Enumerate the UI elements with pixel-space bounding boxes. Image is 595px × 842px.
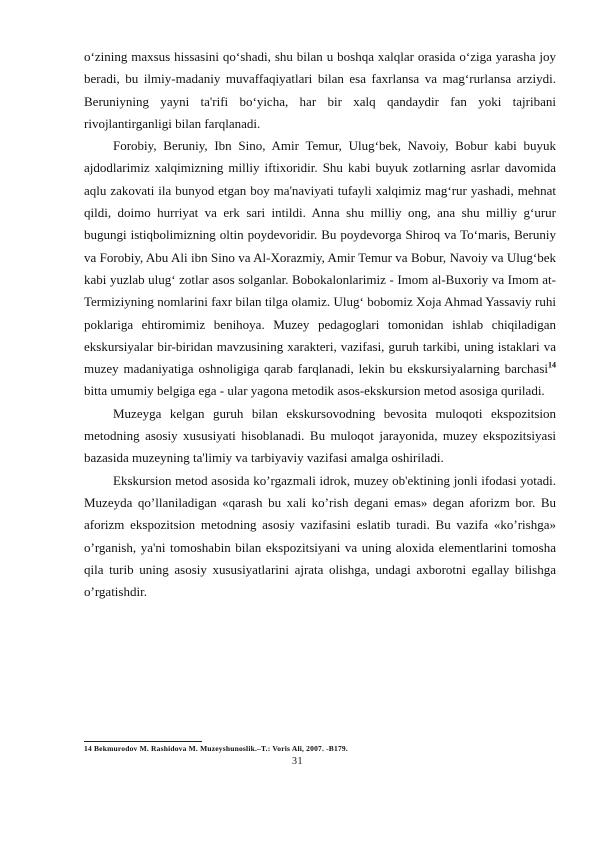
footnote-reference: 14 xyxy=(548,360,556,370)
paragraph-2-text: Forobiy, Beruniy, Ibn Sino, Amir Temur, Ulug‘bek, Navoiy, Bobur kabi buyuk ajdodlarimiz xalqimizning milliy iftixoridir. Shu kabi buyuk zotlarning asrlar davomida aqlu zakovati ila bunyod etgan boy ma'naviyati tufayli xalqimiz mag‘rur yashadi, mehnat qildi, doimo hurriyat va erk sari intildi. Anna shu milliy ong, ana shu milliy g‘urur bugungi istiqbolimizning oltin poydevoridir. Bu poydevorga Shiroq va To‘maris, Beruniy va Forobiy, Abu Ali ibn Sino va Al-Xorazmiy, Amir Temur va Bobur, Navoiy va Ulug‘bek kabi yuzlab ulug‘ zotlar asos solganlar. Bobokalonlarimiz - Imom al-Buxoriy va Imom at-Termiziyning nomlarini faxr bilan tilga olamiz. Ulug‘ bobomiz Xoja Ahmad Yassaviy ruhi poklariga ehtiromimiz benihoya. Muzey pedagoglari tomonidan ishlab chiqiladigan ekskursiyalar bir-biridan mavzusining xarakteri, vazifasi, guruh tarkibi, uning istaklari va muzey madaniyatiga oshnoligiga qarab farqlanadi, lekin bu ekskursiyalarning barchasi xyxy=(84,138,556,377)
paragraph-1: o‘zining maxsus hissasini qo‘shadi, shu bilan u boshqa xalqlar orasida o‘ziga yarasha joy beradi, bu ilmiy-madaniy muvaffaqiyatlari bilan esa faxrlansa va mag‘rurlansa arziydi. Beruniyning yayni ta'rifi bo‘yicha, har bir xalq qandaydir fan yoki tajribani rivojlantirganligi bilan farqlanadi. xyxy=(84,49,556,131)
paragraph-2-text-continued: bitta umumiy belgiga ega - ular yagona metodik asos-ekskursion metod asosiga quriladi. xyxy=(84,383,545,399)
footnote-separator xyxy=(84,741,202,742)
document-body xyxy=(84,46,556,603)
paragraph-4: Ekskursion metod asosida ko’rgazmali idrok, muzey ob'ektining jonli ifodasi yotadi. Muzeyda qo’llaniladigan «qarash bu xali ko’rish degani emas» degan aforizm bor. Bu aforizm ekspozitsion metodning asosiy vazifasini eslatib turadi. Bu vazifa «ko’rishga» o’rganish, ya'ni tomoshabin bilan ekspozitsiyani va uning aloxida elementlarini tomosha qila turib uning asosiy xususiyatlarini ajrata olishga, undagi axborotni egallay bilishga o’rgatishdir. xyxy=(84,472,556,600)
footnote: 14 Bekmurodov M. Rashidova M. Muzeyshunoslik.–T.: Voris Ali, 2007. -B179. xyxy=(84,744,348,753)
page-number: 31 xyxy=(292,756,303,767)
paragraph-2 xyxy=(84,135,556,403)
paragraph-3: Muzeyga kelgan guruh bilan ekskursovodning bevosita muloqoti ekspozitsion metodning asosiy xususiyati hisoblanadi. Bu muloqot jarayonida, muzey ekspozitsiyasi bazasida muzeyning ta'limiy va tarbiyaviy vazifasi amalga oshiriladi. xyxy=(84,405,556,466)
